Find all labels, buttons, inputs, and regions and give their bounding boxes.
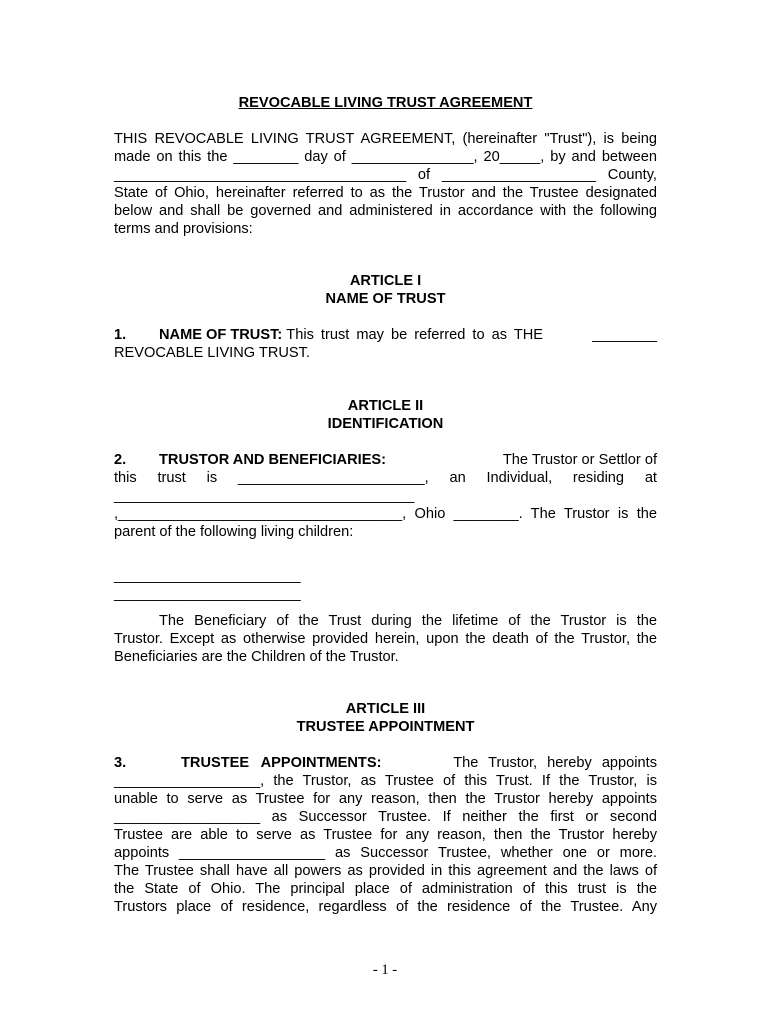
section-3-number: 3. [114, 755, 127, 771]
article-1-subheading: NAME OF TRUST [325, 291, 446, 307]
document-title-block [114, 94, 657, 112]
section-1-number: 1. [114, 327, 127, 343]
section-2-line-1 [114, 451, 657, 469]
article-3-heading: ARTICLE III [345, 701, 426, 717]
document-title: REVOCABLE LIVING TRUST AGREEMENT [238, 95, 533, 111]
section-1-blank: ________ [592, 327, 657, 343]
section-3-line-6: appoints __________________ as Successor Trustee, whether one or more. [114, 845, 657, 861]
article-1-heading: ARTICLE I [349, 273, 422, 289]
intro-line-6: terms and provisions: [114, 221, 253, 237]
intro-line-3: ____________________________________ of ___________________ County, [114, 167, 657, 183]
article-2-section [114, 451, 657, 541]
section-2-line-2: this trust is _______________________, an Individual, residing at [114, 470, 657, 486]
section-3-line-9: Trustors place of residence, regardless of the residence of the Trustee. Any [114, 899, 657, 915]
article-3-section [114, 754, 657, 916]
section-2-line-1-tail: The Trustor or Settlor of [502, 452, 657, 468]
article-2-subheading: IDENTIFICATION [327, 416, 444, 432]
article-2-heading: ARTICLE II [347, 398, 424, 414]
article-3-heading-block [114, 700, 657, 736]
article-1-heading-block [114, 272, 657, 308]
section-3-line-1-tail: The Trustor, hereby appoints [453, 755, 657, 771]
section-3-line-7: The Trustee shall have all powers as provided in this agreement and the laws of [114, 863, 657, 879]
child-blank-2: _______________________ [114, 586, 301, 602]
section-1-line-1 [114, 326, 657, 344]
beneficiary-paragraph [114, 612, 657, 666]
children-list [114, 567, 657, 603]
section-1-title: NAME OF TRUST: [159, 327, 283, 343]
article-1-section [114, 326, 657, 362]
section-3-line-4: __________________ as Successor Trustee. If neither the first or second [114, 809, 657, 825]
intro-line-4: State of Ohio, hereinafter referred to as the Trustor and the Trustee designated [114, 185, 657, 201]
intro-line-5: below and shall be governed and administered in accordance with the following [114, 203, 657, 219]
intro-paragraph [114, 130, 657, 238]
section-1-text: This trust may be referred to as THE [286, 327, 544, 343]
section-1-line-2: REVOCABLE LIVING TRUST. [114, 345, 310, 361]
article-2-heading-block [114, 397, 657, 433]
section-2-number: 2. [114, 452, 127, 468]
section-2-line-5: parent of the following living children: [114, 524, 354, 540]
section-2-line-3: _____________________________________ [114, 488, 415, 504]
article-3-subheading: TRUSTEE APPOINTMENT [296, 719, 475, 735]
beneficiary-line-1: The Beneficiary of the Trust during the lifetime of the Trustor is the [159, 613, 657, 629]
intro-line-2: made on this the ________ day of _______________, 20_____, by and between [114, 149, 657, 165]
beneficiary-line-2: Trustor. Except as otherwise provided herein, upon the death of the Trustor, the [114, 631, 657, 647]
beneficiary-line-3: Beneficiaries are the Children of the Trustor. [114, 649, 399, 665]
section-3-line-2: __________________, the Trustor, as Trustee of this Trust. If the Trustor, is [114, 773, 657, 789]
section-3-line-3: unable to serve as Trustee for any reason, then the Trustor hereby appoints [114, 791, 657, 807]
section-3-line-1 [114, 754, 657, 772]
section-3-line-5: Trustee are able to serve as Trustee for any reason, then the Trustor hereby [114, 827, 657, 843]
intro-line-1: THIS REVOCABLE LIVING TRUST AGREEMENT, (hereinafter "Trust"), is being [114, 131, 657, 147]
section-3-title: TRUSTEE APPOINTMENTS: [181, 755, 382, 771]
section-2-line-4: ,___________________________________, Ohio ________. The Trustor is the [114, 506, 657, 522]
section-2-title: TRUSTOR AND BENEFICIARIES: [159, 452, 387, 468]
page-number: - 1 - [372, 962, 398, 978]
child-blank-1: _______________________ [114, 568, 301, 584]
section-3-line-8: the State of Ohio. The principal place of administration of this trust is the [114, 881, 657, 897]
